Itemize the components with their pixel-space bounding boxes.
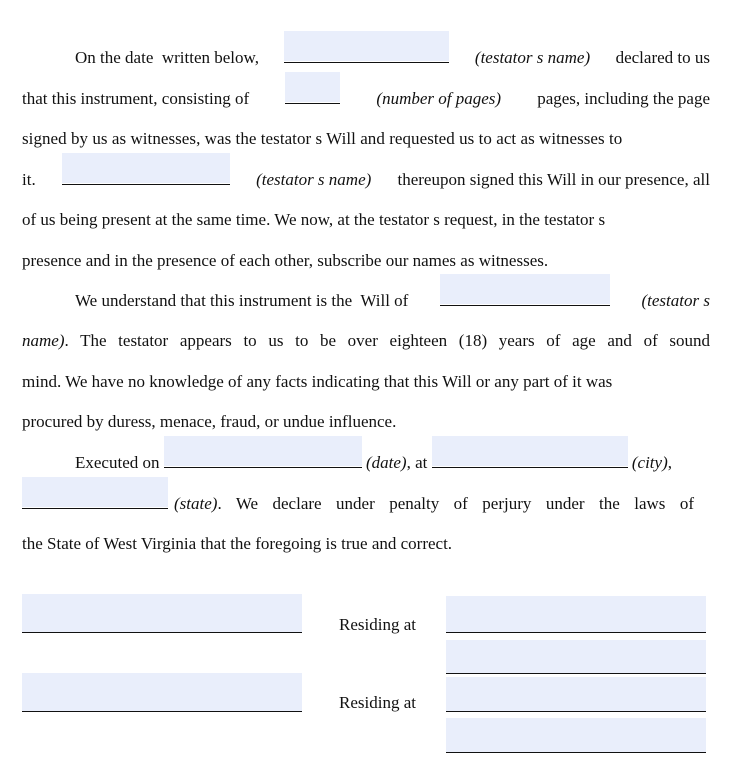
witness-2-signature-line[interactable] [22,711,302,712]
state-label: (state) [174,494,218,513]
p3-line-3 [22,533,710,555]
testator-name-field-2[interactable] [62,170,230,185]
testator-name-label: (testator s name) [256,170,372,189]
text: of us being present at the same time. We now, at the testator s request, in the testator s [22,210,606,229]
witness-2-address-fill-2 [446,718,706,752]
text: presence and in the presence of each other, subscribe our names as witnesses. [22,251,549,270]
witness-1-address-line-2[interactable] [446,673,706,674]
p1-line-6 [22,250,710,272]
city-label: (city) [631,453,668,472]
text: thereupon signed this Will in our presence, all [397,170,710,189]
date-field[interactable] [164,453,362,468]
city-field[interactable] [432,453,628,468]
p2-line-3 [22,371,710,393]
text: the State of West Virginia that the foregoing is true and correct. [22,534,453,553]
witness-1-signature-fill [22,594,302,632]
witness-2-signature-fill [22,673,302,711]
testator-name-field-3[interactable] [440,291,610,306]
text: We understand that this instrument is the Will of [75,291,409,310]
witness-2-address-fill-1 [446,677,706,711]
p1-line-2 [22,88,710,110]
p2-line-1 [75,290,710,312]
p1-line-3 [22,128,710,150]
text: signed by us as witnesses, was the testator s Will and requested us to act as witnesses to [22,129,623,148]
witness-1-address-fill-1 [446,596,706,632]
witness-2-address-line-2[interactable] [446,752,706,753]
p3-line-1 [75,452,710,474]
text: mind. We have no knowledge of any facts indicating that this Will or any part of it was [22,372,613,391]
witness-1-address-line-1[interactable] [446,632,706,633]
text: declared to us [615,48,710,67]
text: , [667,453,672,472]
p1-line-5 [22,209,710,231]
p2-line-2 [22,330,710,352]
number-of-pages-field[interactable] [285,89,340,104]
text: pages, including the page [537,89,710,108]
text: Executed on [75,453,160,472]
text: it. [22,170,36,189]
text: . The testator appears to us to be over eighteen (18) years of age and of sound [64,331,710,350]
witness-1-signature-line[interactable] [22,632,302,633]
number-of-pages-label: (number of pages) [376,89,502,108]
p1-line-4 [22,169,710,191]
residing-at-label-2: Residing at [339,693,416,712]
text: , at [406,453,428,472]
text: . We declare under penalty of perjury under the laws of [217,494,694,513]
date-label: (date) [366,453,407,472]
text: On the date written below, [75,48,259,67]
p2-line-4 [22,411,710,433]
witness-2-address-line-1[interactable] [446,711,706,712]
testator-name-field-1[interactable] [284,48,449,63]
p1-line-1 [75,47,710,69]
testator-name-label-cont: name) [22,331,65,350]
p3-line-2 [22,493,694,515]
state-field[interactable] [22,494,168,509]
testator-name-label: (testator s [641,291,710,310]
testator-name-label: (testator s name) [474,48,591,67]
text: procured by duress, menace, fraud, or undue influence. [22,412,397,431]
residing-at-label-1: Residing at [339,615,416,634]
text: that this instrument, consisting of [22,89,250,108]
witness-1-address-fill-2 [446,640,706,673]
